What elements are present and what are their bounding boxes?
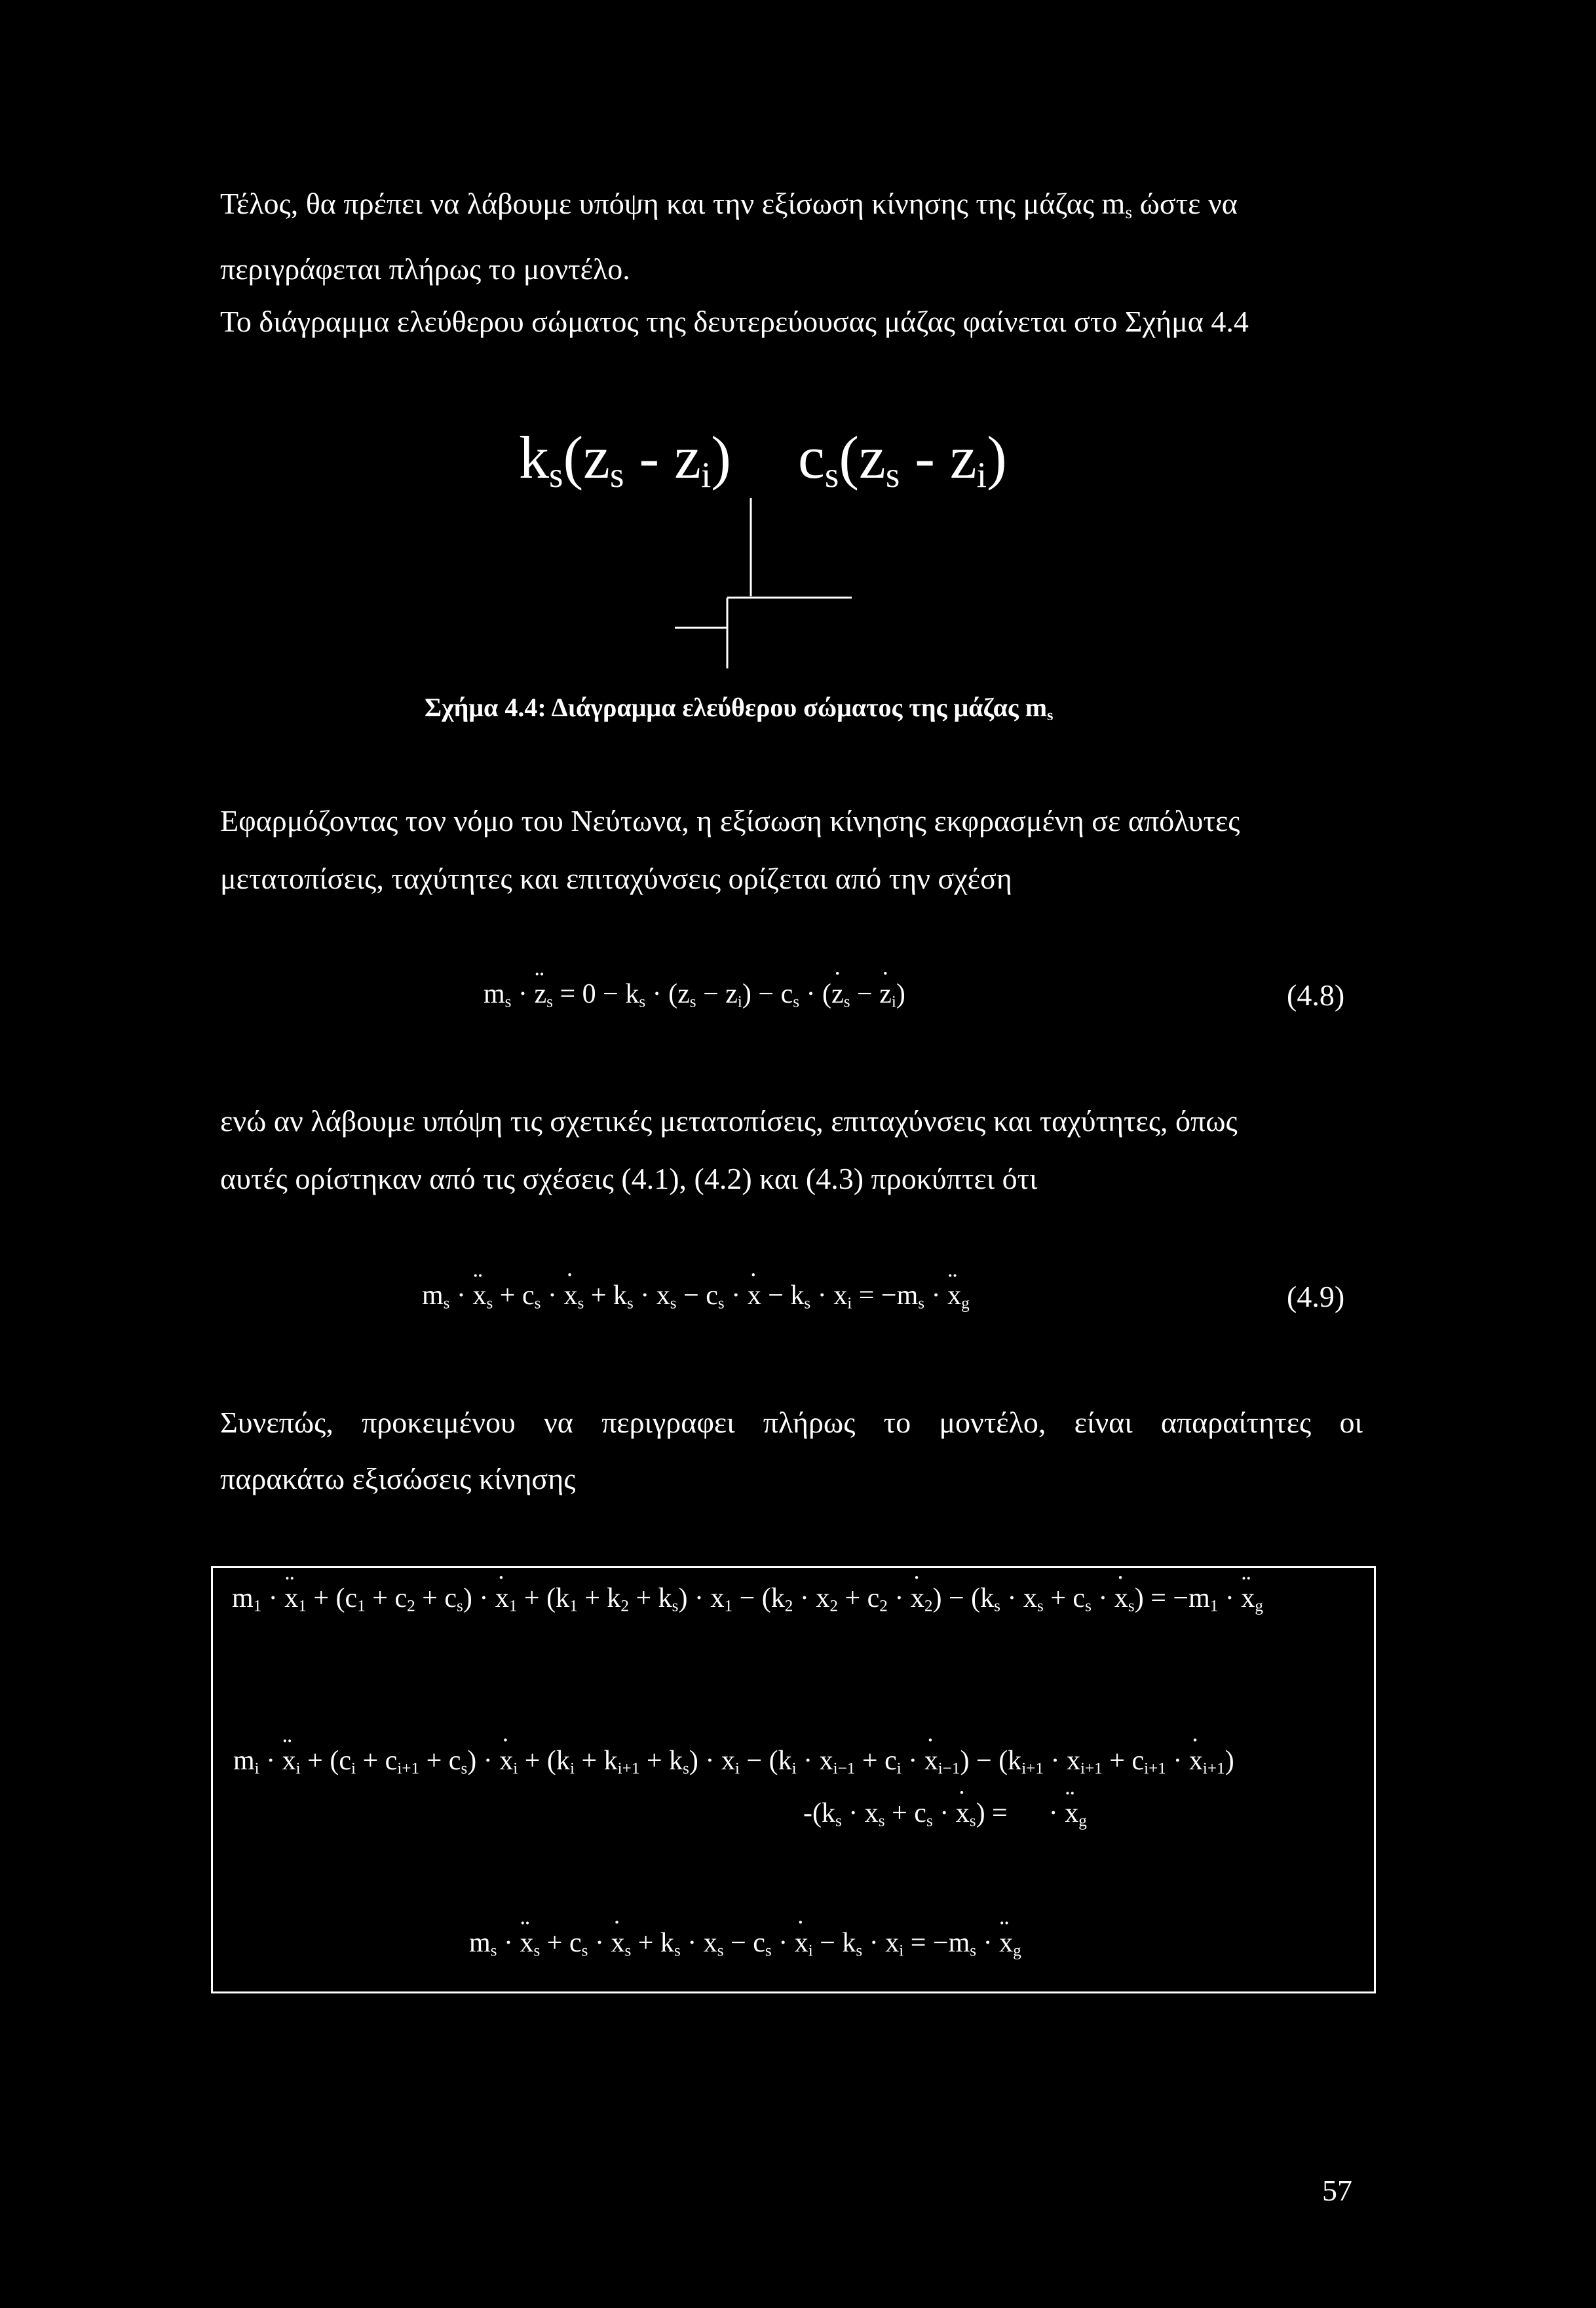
paragraph-3-line-1: ενώ αν λάβουμε υπόψη τις σχετικές μετατοπίσεις, επιταχύνσεις και ταχύτητες, όπως	[220, 1104, 1238, 1138]
caption-text: Διάγραμμα ελεύθερου σώματος της μάζας m	[551, 693, 1048, 722]
word: το	[883, 1406, 911, 1439]
word: προκειμένου	[362, 1406, 516, 1439]
equation-secondary-mass: $m_s \cdot x$ $¨_s + c_s \cdot x$ $˙_s + k_s \cdot x_s - c_s \cdot x$ $˙_i - k_s \cdot x_i = -m_s \cdot x$ $¨_g$	[469, 1929, 1021, 1957]
figure-caption	[425, 693, 1054, 724]
word: απαραίτητες	[1160, 1406, 1312, 1439]
caption-prefix: Σχήμα 4.4:	[425, 693, 552, 722]
text-span: ώστε να	[1132, 187, 1238, 220]
text-span: Τέλος, θα πρέπει να λάβουμε υπόψη και την εξίσωση κίνησης της μάζας m	[220, 187, 1126, 220]
equation-ith-mass-line-2: $-(k_s \cdot x_s + c_s \cdot x$ $˙_s$) = · x $¨_g$	[803, 1799, 1087, 1827]
paragraph-2-line-1: Εφαρμόζοντας τον νόμο του Νεύτωνα, η εξίσωση κίνησης εκφρασμένη σε απόλυτες	[220, 804, 1240, 837]
equation-4-9: $m_s \cdot x$ $¨_s + c_s \cdot x$ $˙_s + k_s \cdot x_s - c_s \cdot x$ ˙ − $k_s \cdot x_i = -m_s \cdot x$ $¨_g$	[422, 1282, 970, 1309]
subscript: s	[549, 454, 563, 495]
subscript: s	[1125, 201, 1133, 222]
equation-4-8: $m_s \cdot z$ $¨_s = 0 - k_s \cdot (z_s - z_i) - c_s \cdot (z$ $˙_s - z$ $˙_i$)	[484, 980, 905, 1008]
word: είναι	[1074, 1406, 1133, 1439]
equation-4-9-number: (4.9)	[1287, 1280, 1345, 1313]
damping-symbol: c	[798, 424, 825, 491]
text-span: (z	[563, 424, 610, 491]
subscript: i	[700, 454, 712, 495]
spring-stiffness-symbol: k	[519, 424, 549, 491]
paragraph-2-line-2: μετατοπίσεις, ταχύτητες και επιταχύνσεις ορίζεται από την σχέση	[220, 862, 1012, 895]
paragraph-3-line-2: αυτές ορίστηκαν από τις σχέσεις (4.1), (4.2) και (4.3) προκύπτει ότι	[220, 1162, 1038, 1195]
subscript: s	[1047, 707, 1054, 724]
word: οι	[1339, 1406, 1363, 1439]
paragraph-1-line-2: περιγράφεται πλήρως το μοντέλο.	[220, 252, 630, 286]
text-span: - z	[624, 424, 701, 491]
word: πλήρως	[763, 1406, 856, 1439]
paragraph-4-line-2: παρακάτω εξισώσεις κίνησης	[220, 1462, 576, 1495]
text-span: (z	[839, 424, 886, 491]
subscript: s	[885, 454, 900, 495]
subscript: s	[609, 454, 624, 495]
equation-ith-mass-line-1: $m_i \cdot x$ $¨_i + (c_i + c_{i+1} + c_s) \cdot x$ $˙_i + (k_i + k_{i+1} + k_s) \cdot x_i - (k_i \cdot x_{i-1} + c_i \cdot x$ $˙_{i-1}) - (k_{i+1} \cdot x_{i+1} + c_{i+1} \cdot x$ $˙_{i+1}$)	[233, 1747, 1234, 1775]
equation-first-mass: $m_1 \cdot x$ $¨_1 + (c_1 + c_2 + c_s) \cdot x$ $˙_1 + (k_1 + k_2 + k_s) \cdot x_1 - (k_2 \cdot x_2 + c_2 \cdot x$ $˙_2) - (k_s \cdot x_s + c_s \cdot x$ $˙_s) = -m_1 \cdot x$ $¨_g$	[232, 1585, 1263, 1612]
page-number: 57	[1322, 2174, 1352, 2207]
subscript: i	[976, 454, 987, 495]
word: μοντέλο,	[939, 1406, 1046, 1439]
text-span: )	[987, 424, 1007, 491]
word: να	[543, 1406, 573, 1439]
paragraph-1-line-3: Το διάγραμμα ελεύθερου σώματος της δευτερεύουσας μάζας φαίνεται στο Σχήμα 4.4	[220, 305, 1249, 338]
word: περιγραφει	[601, 1406, 735, 1439]
text-span: - z	[900, 424, 977, 491]
subscript: s	[824, 454, 839, 495]
word: Συνεπώς,	[220, 1406, 333, 1439]
equation-4-8-number: (4.8)	[1287, 978, 1345, 1012]
text-span: )	[711, 424, 731, 491]
paragraph-4-line-1	[220, 1408, 1363, 1438]
